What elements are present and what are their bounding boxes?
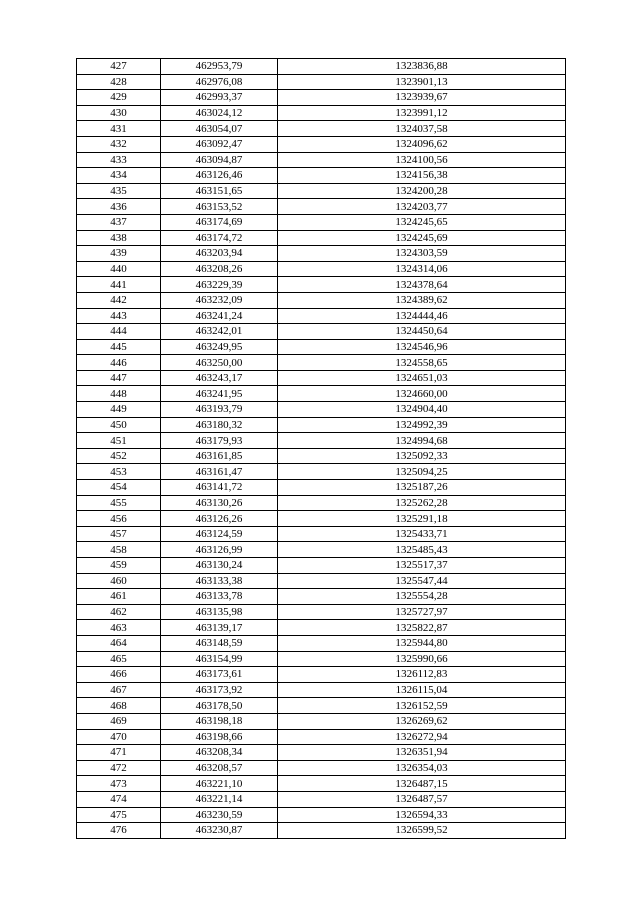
y-coordinate-cell: 1323939,67 — [278, 90, 566, 106]
point-number-cell: 435 — [77, 183, 161, 199]
point-number-cell: 443 — [77, 308, 161, 324]
y-coordinate-cell: 1324303,59 — [278, 246, 566, 262]
table-row — [77, 402, 566, 418]
point-number-cell: 441 — [77, 277, 161, 293]
table-row — [77, 589, 566, 605]
point-number-cell: 466 — [77, 667, 161, 683]
table-row — [77, 136, 566, 152]
x-coordinate-cell: 463208,57 — [161, 760, 278, 776]
point-number-cell: 476 — [77, 823, 161, 839]
point-number-cell: 471 — [77, 745, 161, 761]
point-number-cell: 433 — [77, 152, 161, 168]
table-row — [77, 760, 566, 776]
x-coordinate-cell: 463250,00 — [161, 355, 278, 371]
x-coordinate-cell: 463174,69 — [161, 214, 278, 230]
point-number-cell: 437 — [77, 214, 161, 230]
x-coordinate-cell: 463208,26 — [161, 261, 278, 277]
table-row — [77, 214, 566, 230]
y-coordinate-cell: 1324904,40 — [278, 402, 566, 418]
table-row — [77, 807, 566, 823]
y-coordinate-cell: 1326487,57 — [278, 791, 566, 807]
table-row — [77, 355, 566, 371]
point-number-cell: 430 — [77, 105, 161, 121]
x-coordinate-cell: 463241,95 — [161, 386, 278, 402]
y-coordinate-cell: 1324037,58 — [278, 121, 566, 137]
table-row — [77, 370, 566, 386]
y-coordinate-cell: 1324100,56 — [278, 152, 566, 168]
x-coordinate-cell: 463126,46 — [161, 168, 278, 184]
table-row — [77, 573, 566, 589]
x-coordinate-cell: 463178,50 — [161, 698, 278, 714]
table-row — [77, 152, 566, 168]
y-coordinate-cell: 1324203,77 — [278, 199, 566, 215]
point-number-cell: 473 — [77, 776, 161, 792]
table-row — [77, 168, 566, 184]
y-coordinate-cell: 1324314,06 — [278, 261, 566, 277]
point-number-cell: 446 — [77, 355, 161, 371]
table-row — [77, 713, 566, 729]
y-coordinate-cell: 1325187,26 — [278, 480, 566, 496]
point-number-cell: 475 — [77, 807, 161, 823]
x-coordinate-cell: 463094,87 — [161, 152, 278, 168]
y-coordinate-cell: 1324200,28 — [278, 183, 566, 199]
y-coordinate-cell: 1325944,80 — [278, 635, 566, 651]
y-coordinate-cell: 1325262,28 — [278, 495, 566, 511]
x-coordinate-cell: 463230,87 — [161, 823, 278, 839]
x-coordinate-cell: 463221,14 — [161, 791, 278, 807]
point-number-cell: 444 — [77, 324, 161, 340]
table-row — [77, 745, 566, 761]
point-number-cell: 432 — [77, 136, 161, 152]
point-number-cell: 459 — [77, 558, 161, 574]
table-row — [77, 448, 566, 464]
x-coordinate-cell: 463133,38 — [161, 573, 278, 589]
y-coordinate-cell: 1326354,03 — [278, 760, 566, 776]
table-row — [77, 791, 566, 807]
coordinates-table — [76, 58, 566, 839]
table-row — [77, 90, 566, 106]
point-number-cell: 453 — [77, 464, 161, 480]
x-coordinate-cell: 463130,24 — [161, 558, 278, 574]
point-number-cell: 447 — [77, 370, 161, 386]
x-coordinate-cell: 463148,59 — [161, 635, 278, 651]
y-coordinate-cell: 1326599,52 — [278, 823, 566, 839]
table-row — [77, 292, 566, 308]
x-coordinate-cell: 463232,09 — [161, 292, 278, 308]
table-row — [77, 495, 566, 511]
table-row — [77, 261, 566, 277]
x-coordinate-cell: 463198,18 — [161, 713, 278, 729]
x-coordinate-cell: 463161,47 — [161, 464, 278, 480]
point-number-cell: 452 — [77, 448, 161, 464]
table-row — [77, 74, 566, 90]
point-number-cell: 458 — [77, 542, 161, 558]
x-coordinate-cell: 463139,17 — [161, 620, 278, 636]
table-row — [77, 682, 566, 698]
point-number-cell: 428 — [77, 74, 161, 90]
table-row — [77, 324, 566, 340]
table-row — [77, 59, 566, 75]
table-row — [77, 698, 566, 714]
point-number-cell: 450 — [77, 417, 161, 433]
y-coordinate-cell: 1326594,33 — [278, 807, 566, 823]
table-row — [77, 386, 566, 402]
point-number-cell: 465 — [77, 651, 161, 667]
table-row — [77, 651, 566, 667]
x-coordinate-cell: 463153,52 — [161, 199, 278, 215]
y-coordinate-cell: 1324546,96 — [278, 339, 566, 355]
y-coordinate-cell: 1324156,38 — [278, 168, 566, 184]
table-row — [77, 183, 566, 199]
x-coordinate-cell: 463203,94 — [161, 246, 278, 262]
point-number-cell: 431 — [77, 121, 161, 137]
table-row — [77, 558, 566, 574]
x-coordinate-cell: 463024,12 — [161, 105, 278, 121]
y-coordinate-cell: 1324992,39 — [278, 417, 566, 433]
table-row — [77, 667, 566, 683]
table-row — [77, 246, 566, 262]
point-number-cell: 439 — [77, 246, 161, 262]
table-row — [77, 604, 566, 620]
point-number-cell: 464 — [77, 635, 161, 651]
x-coordinate-cell: 463249,95 — [161, 339, 278, 355]
y-coordinate-cell: 1324245,65 — [278, 214, 566, 230]
y-coordinate-cell: 1324994,68 — [278, 433, 566, 449]
point-number-cell: 454 — [77, 480, 161, 496]
x-coordinate-cell: 463130,26 — [161, 495, 278, 511]
x-coordinate-cell: 463173,61 — [161, 667, 278, 683]
x-coordinate-cell: 463242,01 — [161, 324, 278, 340]
x-coordinate-cell: 463135,98 — [161, 604, 278, 620]
x-coordinate-cell: 463126,26 — [161, 511, 278, 527]
y-coordinate-cell: 1323901,13 — [278, 74, 566, 90]
y-coordinate-cell: 1324245,69 — [278, 230, 566, 246]
table-row — [77, 464, 566, 480]
x-coordinate-cell: 463141,72 — [161, 480, 278, 496]
point-number-cell: 472 — [77, 760, 161, 776]
point-number-cell: 457 — [77, 526, 161, 542]
y-coordinate-cell: 1324450,64 — [278, 324, 566, 340]
point-number-cell: 429 — [77, 90, 161, 106]
table-row — [77, 620, 566, 636]
x-coordinate-cell: 463229,39 — [161, 277, 278, 293]
table-row — [77, 121, 566, 137]
table-row — [77, 199, 566, 215]
x-coordinate-cell: 463092,47 — [161, 136, 278, 152]
y-coordinate-cell: 1324389,62 — [278, 292, 566, 308]
x-coordinate-cell: 463054,07 — [161, 121, 278, 137]
point-number-cell: 470 — [77, 729, 161, 745]
table-row — [77, 729, 566, 745]
point-number-cell: 449 — [77, 402, 161, 418]
x-coordinate-cell: 463243,17 — [161, 370, 278, 386]
y-coordinate-cell: 1325547,44 — [278, 573, 566, 589]
y-coordinate-cell: 1324660,00 — [278, 386, 566, 402]
y-coordinate-cell: 1326112,83 — [278, 667, 566, 683]
point-number-cell: 462 — [77, 604, 161, 620]
x-coordinate-cell: 463174,72 — [161, 230, 278, 246]
point-number-cell: 440 — [77, 261, 161, 277]
table-row — [77, 511, 566, 527]
point-number-cell: 461 — [77, 589, 161, 605]
table-row — [77, 277, 566, 293]
x-coordinate-cell: 463193,79 — [161, 402, 278, 418]
x-coordinate-cell: 463180,32 — [161, 417, 278, 433]
y-coordinate-cell: 1323991,12 — [278, 105, 566, 121]
point-number-cell: 455 — [77, 495, 161, 511]
y-coordinate-cell: 1324096,62 — [278, 136, 566, 152]
x-coordinate-cell: 463154,99 — [161, 651, 278, 667]
y-coordinate-cell: 1325094,25 — [278, 464, 566, 480]
x-coordinate-cell: 463173,92 — [161, 682, 278, 698]
y-coordinate-cell: 1325554,28 — [278, 589, 566, 605]
point-number-cell: 436 — [77, 199, 161, 215]
x-coordinate-cell: 463179,93 — [161, 433, 278, 449]
table-row — [77, 230, 566, 246]
x-coordinate-cell: 463241,24 — [161, 308, 278, 324]
y-coordinate-cell: 1324558,65 — [278, 355, 566, 371]
point-number-cell: 460 — [77, 573, 161, 589]
coordinates-table-body — [77, 59, 566, 839]
y-coordinate-cell: 1324651,03 — [278, 370, 566, 386]
y-coordinate-cell: 1325517,37 — [278, 558, 566, 574]
y-coordinate-cell: 1325822,87 — [278, 620, 566, 636]
point-number-cell: 438 — [77, 230, 161, 246]
y-coordinate-cell: 1324378,64 — [278, 277, 566, 293]
table-row — [77, 526, 566, 542]
y-coordinate-cell: 1325291,18 — [278, 511, 566, 527]
y-coordinate-cell: 1326115,04 — [278, 682, 566, 698]
y-coordinate-cell: 1325092,33 — [278, 448, 566, 464]
point-number-cell: 463 — [77, 620, 161, 636]
point-number-cell: 445 — [77, 339, 161, 355]
point-number-cell: 474 — [77, 791, 161, 807]
x-coordinate-cell: 463198,66 — [161, 729, 278, 745]
table-row — [77, 105, 566, 121]
table-row — [77, 339, 566, 355]
x-coordinate-cell: 463230,59 — [161, 807, 278, 823]
table-row — [77, 433, 566, 449]
x-coordinate-cell: 462993,37 — [161, 90, 278, 106]
x-coordinate-cell: 463221,10 — [161, 776, 278, 792]
table-row — [77, 635, 566, 651]
y-coordinate-cell: 1325727,97 — [278, 604, 566, 620]
y-coordinate-cell: 1323836,88 — [278, 59, 566, 75]
table-row — [77, 417, 566, 433]
point-number-cell: 442 — [77, 292, 161, 308]
y-coordinate-cell: 1325485,43 — [278, 542, 566, 558]
table-row — [77, 308, 566, 324]
point-number-cell: 469 — [77, 713, 161, 729]
y-coordinate-cell: 1326487,15 — [278, 776, 566, 792]
point-number-cell: 448 — [77, 386, 161, 402]
point-number-cell: 468 — [77, 698, 161, 714]
x-coordinate-cell: 463161,85 — [161, 448, 278, 464]
point-number-cell: 467 — [77, 682, 161, 698]
y-coordinate-cell: 1326272,94 — [278, 729, 566, 745]
y-coordinate-cell: 1325433,71 — [278, 526, 566, 542]
table-row — [77, 776, 566, 792]
x-coordinate-cell: 463208,34 — [161, 745, 278, 761]
x-coordinate-cell: 462976,08 — [161, 74, 278, 90]
y-coordinate-cell: 1324444,46 — [278, 308, 566, 324]
point-number-cell: 427 — [77, 59, 161, 75]
x-coordinate-cell: 463133,78 — [161, 589, 278, 605]
point-number-cell: 434 — [77, 168, 161, 184]
x-coordinate-cell: 463151,65 — [161, 183, 278, 199]
point-number-cell: 456 — [77, 511, 161, 527]
table-row — [77, 542, 566, 558]
x-coordinate-cell: 462953,79 — [161, 59, 278, 75]
y-coordinate-cell: 1325990,66 — [278, 651, 566, 667]
x-coordinate-cell: 463124,59 — [161, 526, 278, 542]
table-row — [77, 480, 566, 496]
y-coordinate-cell: 1326269,62 — [278, 713, 566, 729]
y-coordinate-cell: 1326351,94 — [278, 745, 566, 761]
x-coordinate-cell: 463126,99 — [161, 542, 278, 558]
y-coordinate-cell: 1326152,59 — [278, 698, 566, 714]
point-number-cell: 451 — [77, 433, 161, 449]
table-row — [77, 823, 566, 839]
